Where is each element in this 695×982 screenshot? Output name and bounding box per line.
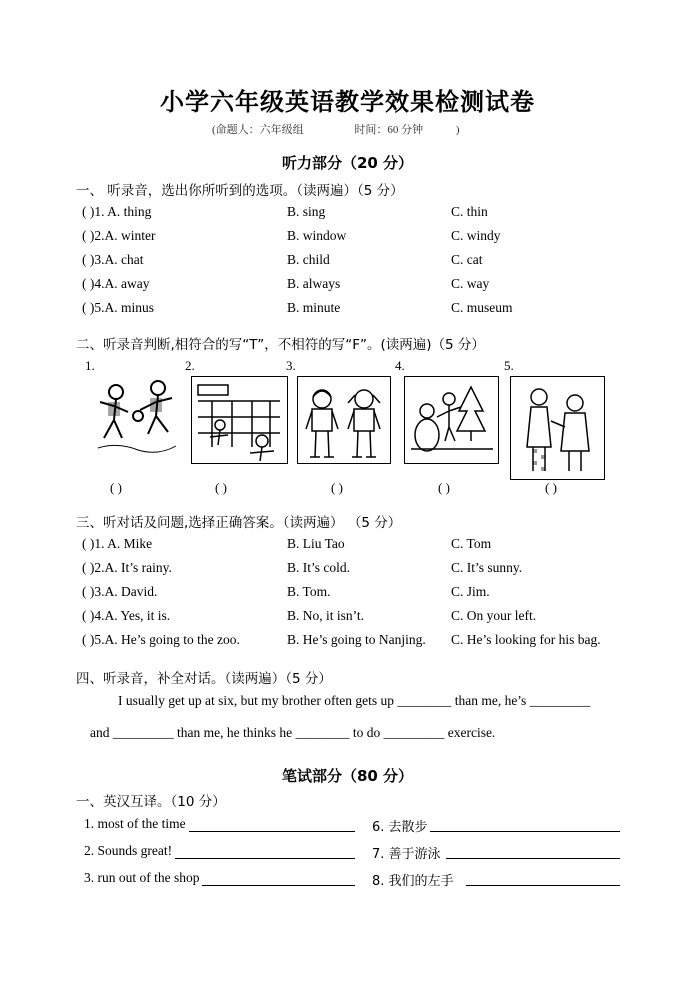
option-b: B. No, it isn’t. — [287, 608, 365, 623]
subtitle-close: ) — [455, 124, 460, 136]
option-b: B. It’s cold. — [287, 560, 350, 575]
picture-number-4: 4. — [395, 358, 405, 373]
option-c: C. He’s looking for his bag. — [451, 632, 601, 647]
option-c: C. It’s sunny. — [451, 560, 523, 575]
answer-line-8[interactable] — [466, 885, 620, 886]
picture-2-bookshop — [191, 376, 288, 464]
translation-item-7: 7. 善于游泳 — [372, 847, 441, 862]
question-option-a: ( )2.A. It’s rainy. — [82, 560, 172, 575]
answer-line-3[interactable] — [202, 885, 355, 886]
option-b: B. He’s going to Nanjing. — [287, 632, 426, 647]
translation-item-1: 1. most of the time — [84, 816, 186, 831]
fill-in-line-2: and _________ than me, he thinks he ________ to do _________ exercise. — [90, 725, 496, 740]
answer-blank-3[interactable]: ( ) — [331, 480, 343, 495]
question-option-a: ( )5.A. He’s going to the zoo. — [82, 632, 240, 647]
translation-item-3: 3. run out of the shop — [84, 870, 200, 885]
option-b: B. Liu Tao — [287, 536, 345, 551]
question-option-a: ( )1. A. Mike — [82, 536, 153, 551]
option-c: C. museum — [451, 300, 513, 315]
question-option-a: ( )4.A. Yes, it is. — [82, 608, 171, 623]
answer-line-6[interactable] — [430, 831, 620, 832]
translation-item-2: 2. Sounds great! — [84, 843, 173, 858]
subtitle — [212, 121, 468, 137]
picture-number-3: 3. — [286, 358, 296, 373]
option-c: C. Tom — [451, 536, 492, 551]
answer-line-1[interactable] — [189, 831, 355, 832]
picture-number-5: 5. — [504, 358, 514, 373]
picture-3-boy-and-girl — [297, 376, 391, 464]
option-b: B. sing — [287, 204, 326, 219]
answer-line-2[interactable] — [175, 858, 355, 859]
answer-blank-1[interactable]: ( ) — [110, 480, 122, 495]
translation-instruction: 一、英汉互译。（10 分） — [76, 794, 226, 810]
setter-text: (命题人：六年级组 — [212, 124, 304, 136]
option-b: B. minute — [287, 300, 341, 315]
fill-in-line-1: I usually get up at six, but my brother often gets up ________ than me, he’s _________ — [118, 693, 591, 708]
answer-blank-2[interactable]: ( ) — [215, 480, 227, 495]
picture-4-snowman-and-tree — [404, 376, 499, 464]
option-c: C. Jim. — [451, 584, 490, 599]
question-option-a: ( )3.A. chat — [82, 252, 144, 267]
part3-instruction: 三、听对话及问题,选择正确答案。（读两遍） （5 分） — [76, 515, 402, 531]
question-option-a: ( )4.A. away — [82, 276, 150, 291]
translation-item-8: 8. 我们的左手 — [372, 874, 454, 889]
answer-blank-5[interactable]: ( ) — [545, 480, 557, 495]
option-c: C. cat — [451, 252, 483, 267]
time-text: 时间：60 分钟 — [354, 124, 424, 136]
question-option-a: ( )3.A. David. — [82, 584, 158, 599]
option-c: C. thin — [451, 204, 488, 219]
option-b: B. Tom. — [287, 584, 331, 599]
writing-heading: 笔试部分（80 分） — [281, 767, 414, 785]
answer-blank-4[interactable]: ( ) — [438, 480, 450, 495]
question-option-a: ( )1. A. thing — [82, 204, 152, 219]
answer-line-7[interactable] — [446, 858, 620, 859]
listening-heading: 听力部分（20 分） — [281, 154, 414, 172]
translation-item-6: 6. 去散步 — [372, 820, 428, 835]
option-b: B. window — [287, 228, 347, 243]
option-c: C. windy — [451, 228, 501, 243]
part2-instruction: 二、听录音判断,相符合的写“T”，不相符的写“F”。(读两遍)（5 分） — [76, 337, 485, 353]
question-option-a: ( )2.A. winter — [82, 228, 156, 243]
question-option-a: ( )5.A. minus — [82, 300, 154, 315]
page-title: 小学六年级英语教学效果检测试卷 — [160, 88, 535, 116]
picture-number-2: 2. — [185, 358, 195, 373]
picture-1-kids-playing-ball — [88, 372, 184, 465]
picture-5-two-people — [510, 376, 605, 480]
option-c: C. way — [451, 276, 490, 291]
part4-instruction: 四、听录音，补全对话。（读两遍）（5 分） — [76, 671, 332, 687]
picture-number-1: 1. — [85, 358, 95, 373]
option-c: C. On your left. — [451, 608, 537, 623]
part1-instruction: 一、 听录音，选出你所听到的选项。（读两遍）（5 分） — [76, 183, 404, 199]
option-b: B. child — [287, 252, 330, 267]
option-b: B. always — [287, 276, 341, 291]
